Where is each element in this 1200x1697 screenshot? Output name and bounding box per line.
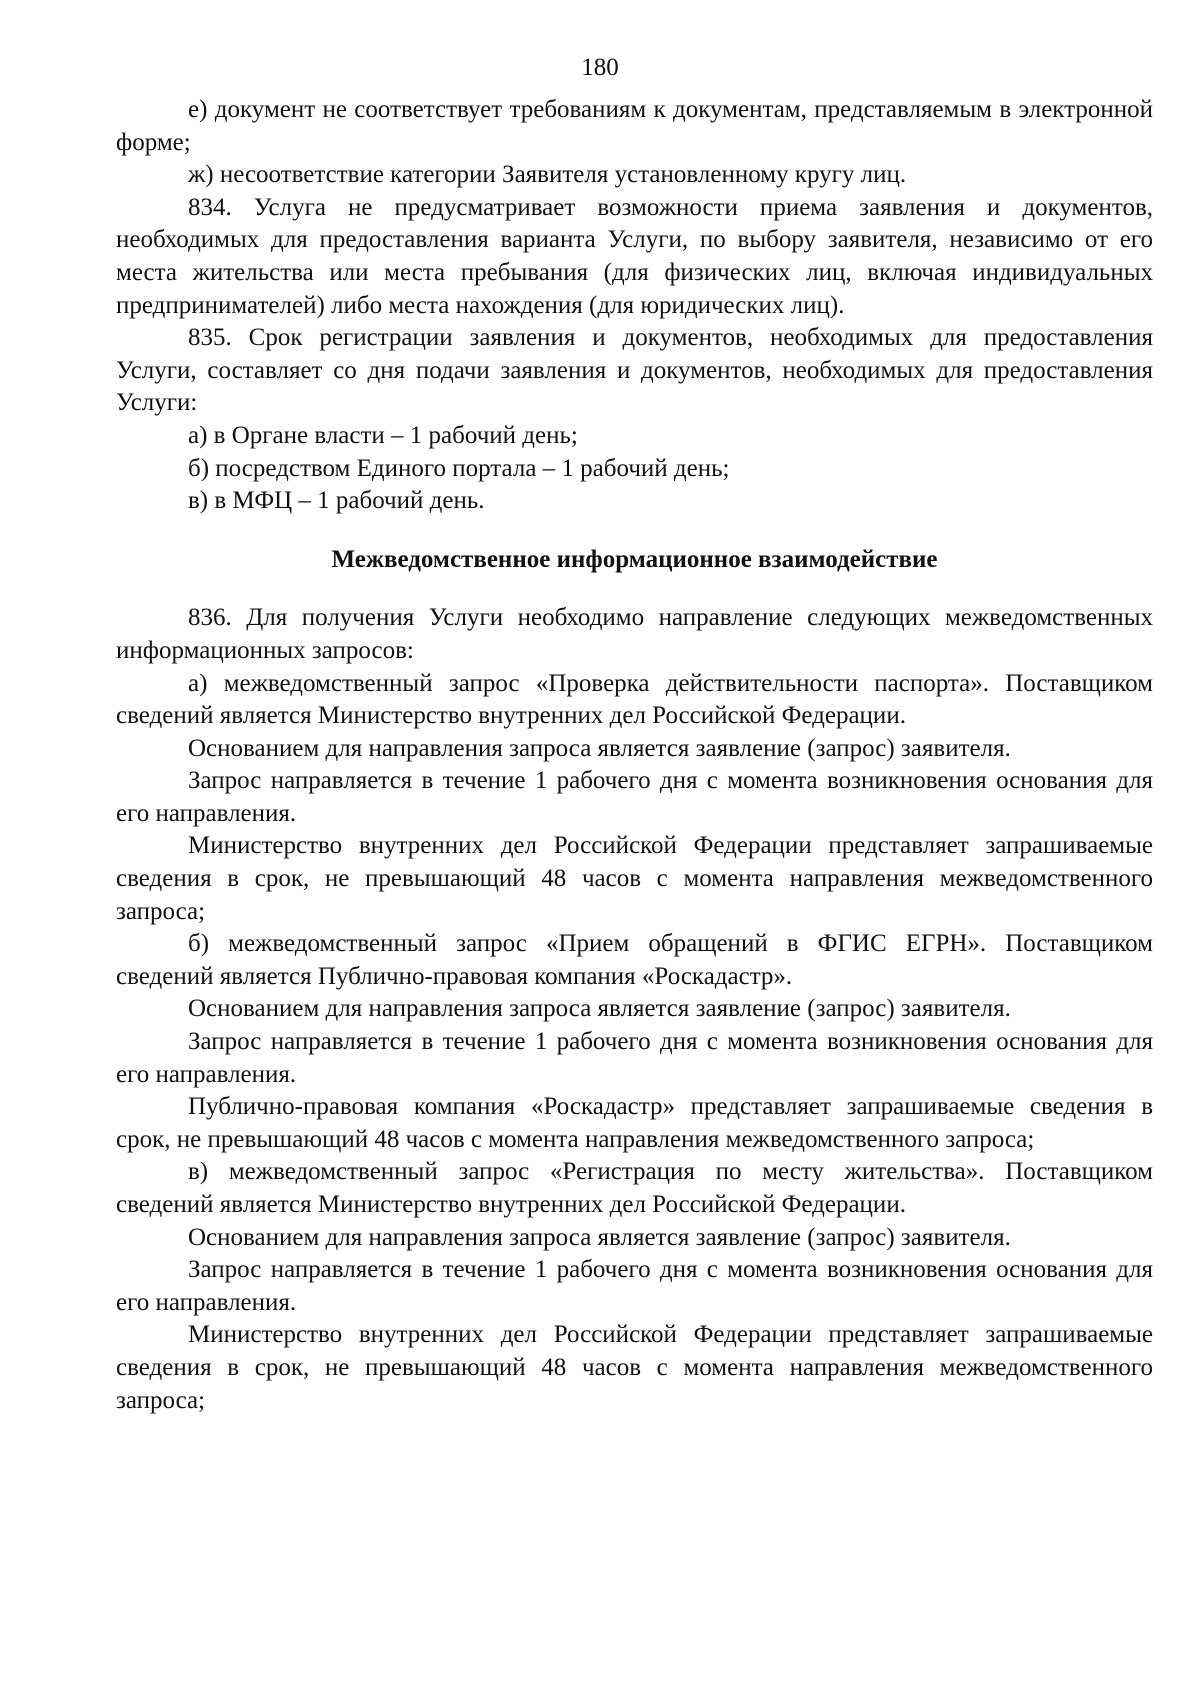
paragraph-836-v: в) межведомственный запрос «Регистрация по месту жительства». Поставщиком сведений является Министерство внутренних дел Российской Федерации. <box>116 1158 1153 1218</box>
paragraph-836-b-timing: Запрос направляется в течение 1 рабочего дня с момента возникновения основания для его направления. <box>116 1028 1153 1088</box>
paragraph-836-b-basis: Основанием для направления запроса является заявление (запрос) заявителя. <box>188 995 1011 1023</box>
paragraph-835-a: а) в Органе власти – 1 рабочий день; <box>188 421 578 449</box>
paragraph-835-b: б) посредством Единого портала – 1 рабочий день; <box>188 454 730 482</box>
paragraph-item-e: е) документ не соответствует требованиям к документам, представляемым в электронной форме; <box>116 96 1153 156</box>
paragraph-836-a: а) межведомственный запрос «Проверка действительности паспорта». Поставщиком сведений является Министерство внутренних дел Российской Федерации. <box>116 669 1153 730</box>
paragraph-836-b-provider: Публично-правовая компания «Роскадастр» представляет запрашиваемые сведения в срок, не превышающий 48 часов с момента направления межведомственного запроса; <box>116 1093 1153 1153</box>
paragraph-836-v-basis: Основанием для направления запроса является заявление (запрос) заявителя. <box>188 1223 1011 1251</box>
paragraph-836: 836. Для получения Услуги необходимо направление следующих межведомственных информационных запросов: <box>116 604 1153 664</box>
paragraph-836-a-basis: Основанием для направления запроса является заявление (запрос) заявителя. <box>188 734 1011 762</box>
paragraph-836-a-provider: Министерство внутренних дел Российской Федерации представляет запрашиваемые сведения в срок, не превышающий 48 часов с момента направления межведомственного запроса; <box>116 832 1153 925</box>
document-body <box>116 94 1153 1417</box>
paragraph-836-v-timing: Запрос направляется в течение 1 рабочего дня с момента возникновения основания для его направления. <box>116 1256 1153 1316</box>
paragraph-836-v-provider: Министерство внутренних дел Российской Федерации представляет запрашиваемые сведения в срок, не превышающий 48 часов с момента направления межведомственного запроса; <box>116 1321 1153 1414</box>
page-number: 180 <box>581 54 619 81</box>
paragraph-836-a-timing: Запрос направляется в течение 1 рабочего дня с момента возникновения основания для его направления. <box>116 767 1153 827</box>
paragraph-item-zh: ж) несоответствие категории Заявителя установленному кругу лиц. <box>188 161 907 189</box>
section-heading: Межведомственное информационное взаимодействие <box>331 545 938 573</box>
paragraph-835: 835. Срок регистрации заявления и документов, необходимых для предоставления Услуги, составляет со дня подачи заявления и документов, необходимых для предоставления Услуги: <box>116 324 1153 417</box>
paragraph-836-b: б) межведомственный запрос «Прием обращений в ФГИС ЕГРН». Поставщиком сведений является Публично-правовая компания «Роскадастр». <box>116 930 1153 990</box>
paragraph-835-v: в) в МФЦ – 1 рабочий день. <box>188 487 485 515</box>
paragraph-834: 834. Услуга не предусматривает возможности приема заявления и документов, необходимых для предоставления варианта Услуги, по выбору заявителя, независимо от его места жительства или места пребывания (для физических лиц, включая индивидуальных предпринимателей) либо места нахождения (для юридических лиц). <box>116 193 1153 319</box>
